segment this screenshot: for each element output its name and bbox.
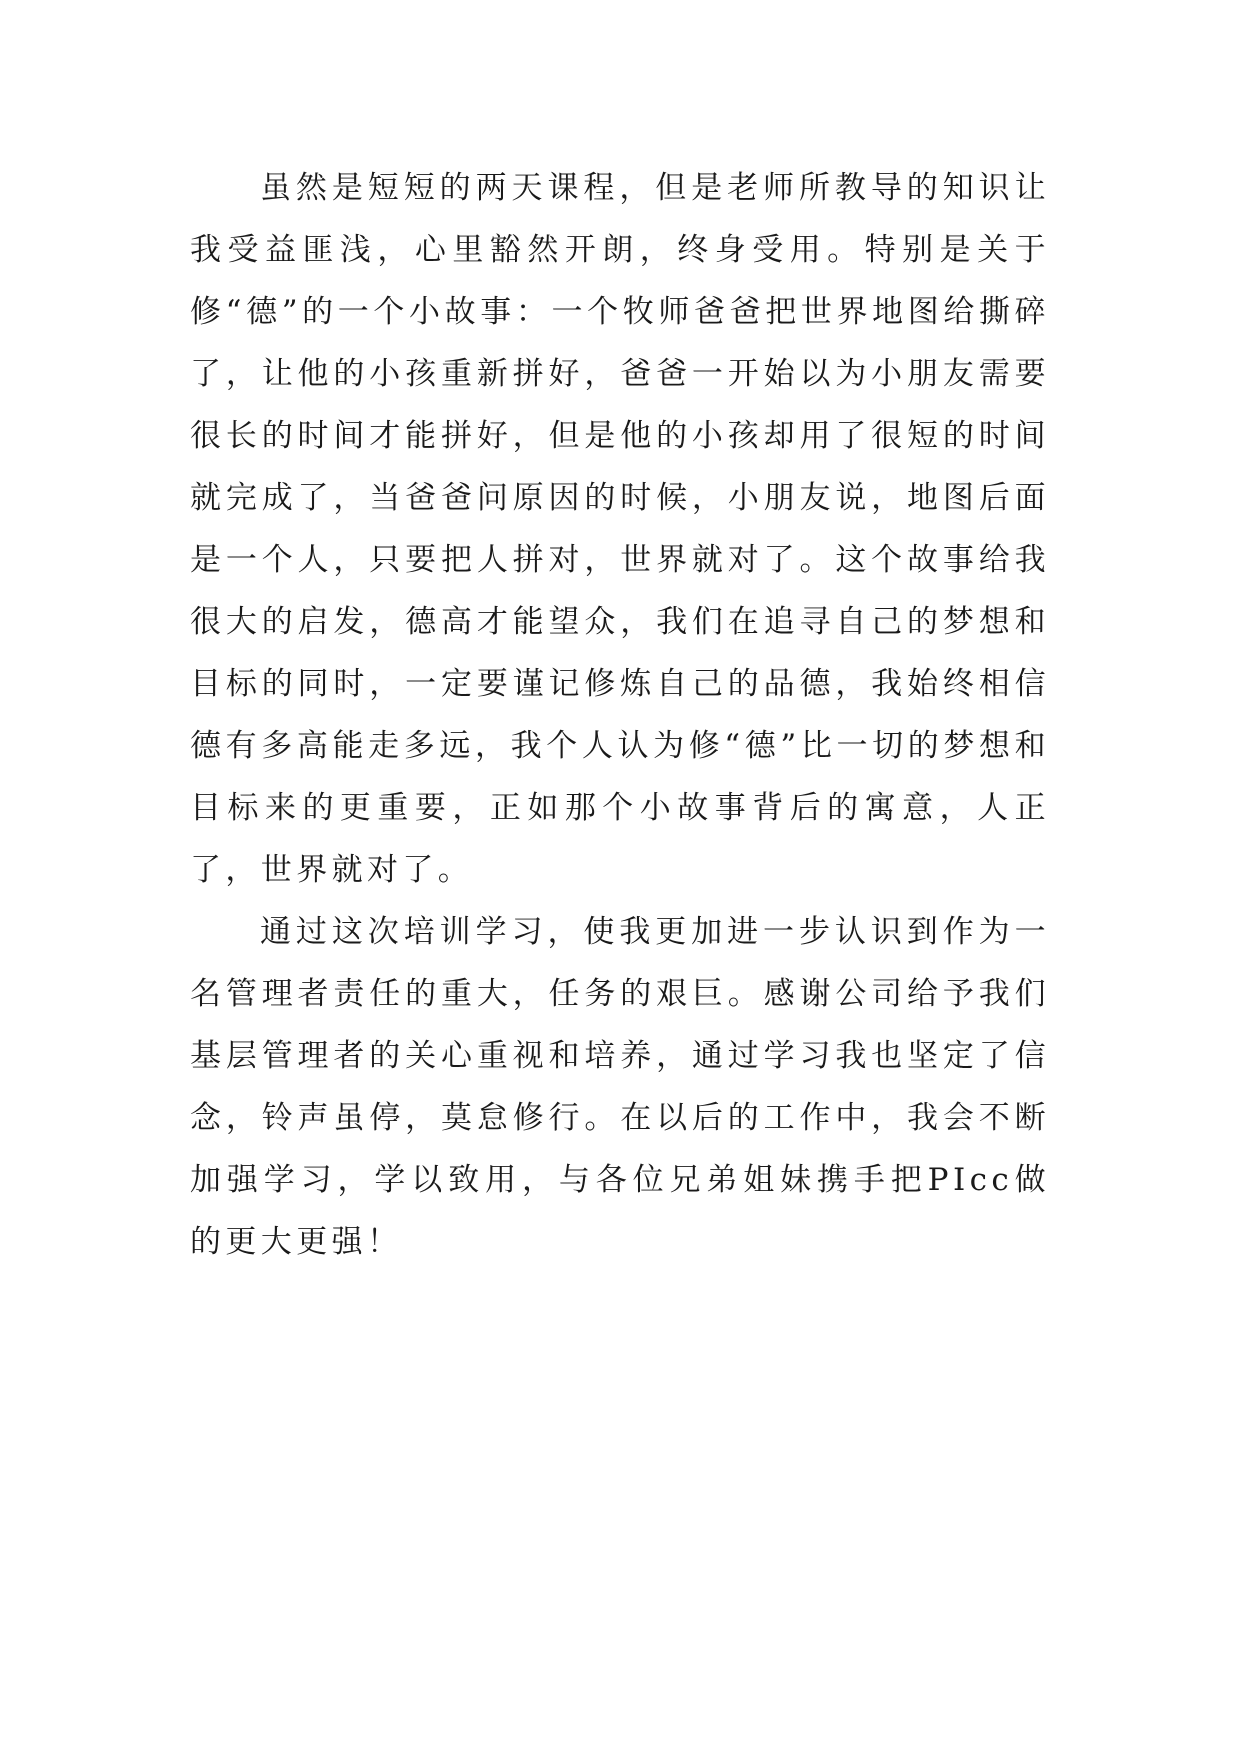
paragraph-training-story: 虽然是短短的两天课程，但是老师所教导的知识让我受益匪浅，心里豁然开朗，终身受用。特别是关于修“德”的一个小故事：一个牧师爸爸把世界地图给撕碎了，让他的小孩重新拼好，爸爸一开始以为小朋友需要很长的时间才能拼好，但是他的小孩却用了很短的时间就完成了，当爸爸问原因的时候，小朋友说，地图后面是一个人，只要把人拼对，世界就对了。这个故事给我很大的启发，德高才能望众，我们在追寻自己的梦想和目标的同时，一定要谨记修炼自己的品德，我始终相信德有多高能走多远，我个人认为修“德”比一切的梦想和目标来的更重要，正如那个小故事背后的寓意，人正了，世界就对了。	[190, 170, 1050, 888]
paragraph-conclusion: 通过这次培训学习，使我更加进一步认识到作为一名管理者责任的重大，任务的艰巨。感谢公司给予我们基层管理者的关心重视和培养，通过学习我也坚定了信念，铃声虽停，莫怠修行。在以后的工作中，我会不断加强学习，学以致用，与各位兄弟姐妹携手把PIcc做的更大更强！	[190, 914, 1050, 1260]
document-body	[190, 157, 1050, 1273]
